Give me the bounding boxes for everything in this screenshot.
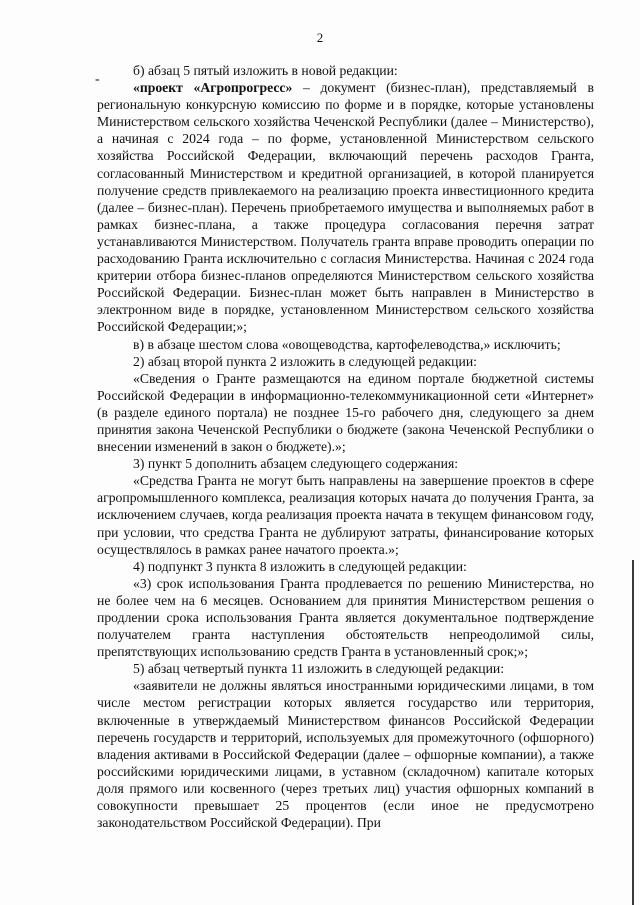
paragraph-grant-funds: «Средства Гранта не могут быть направлены на завершение проектов в сфере агропромышленного комплекса, реализация которых начата до получения Гранта, за исключением случаев, когда реализация проекта начата в текущем финансовом году, при условии, что средства Гранта не дублируют затраты, финансирование которых осуществлялось в рамках ранее начатого проекта.»;	[97, 473, 594, 557]
paragraph-amendment-5: 5) абзац четвертый пункта 11 изложить в следующей редакции:	[133, 661, 505, 677]
page-number: 2	[316, 30, 324, 45]
paragraph-amendment-2: 2) абзац второй пункта 2 изложить в следующей редакции:	[133, 353, 477, 369]
document-body	[97, 62, 594, 831]
paragraph-amendment-b: б) абзац 5 пятый изложить в новой редакции:	[133, 63, 398, 78]
paragraph-amendment-v: в) в абзаце шестом слова «овощеводства, картофелеводства,» исключить;	[133, 336, 561, 352]
definition-text: – документ (бизнес-план), представляемый в региональную конкурсную комиссию по форме и в порядке, которые установлены Министерством сельского хозяйства Чеченской Республики (далее – Министерство), а начиная с 2024 года – по форме, установленной Министерством сельского хозяйства Российской Федерации, включающий перечень расходов Гранта, согласованный Министерством и кредитной организацией, в которой планируется получение средств привлекаемого на реализацию проекта инвестиционного кредита (далее – бизнес-план). Перечень приобретаемого имущества и выполняемых работ в рамках бизнес-плана, а также процедура согласования перечня затрат устанавливаются Министерством. Получатель гранта вправе проводить операции по расходованию Гранта исключительно с согласия Министерства. Начиная с 2024 года критерии отбора бизнес-планов определяются Министерством сельского хозяйства Российской Федерации. Бизнес-план может быть направлен в Министерство в электронном виде в порядке, установленном Министерством сельского хозяйства Российской Федерации;»;	[97, 80, 594, 335]
paragraph-amendment-4: 4) подпункт 3 пункта 8 изложить в следующей редакции:	[133, 558, 467, 574]
paragraph-grant-info: «Сведения о Гранте размещаются на едином портале бюджетной системы Российской Федерации в информационно-телекоммуникационной сети «Интернет» (в разделе единого портала) не позднее 15-го рабочего дня, следующего за днем принятия закона Чеченской Республики о бюджете (закона Чеченской Республики о внесении изменений в закон о бюджете).»;	[97, 370, 594, 455]
margin-mark: -	[95, 72, 100, 87]
paragraph-definition-agroprogress	[97, 79, 594, 335]
paragraph-amendment-3: 3) пункт 5 дополнить абзацем следующего содержания:	[133, 456, 459, 472]
paragraph-applicants: «заявители не должны являться иностранными юридическими лицами, в том числе местом регистрации которых является государство или территория, включенные в утверждаемый Министерством финансов Российской Федерации перечень государств и территорий, используемых для промежуточного (офшорного) владения активами в Российской Федерации (далее – офшорные компании), а также российскими юридическими лицами, в уставном (складочном) капитале которых доля прямого или косвенного (через третьих лиц) участия офшорных компаний в совокупности превышает 25 процентов (если иное не предусмотрено законодательством Российской Федерации). При	[97, 678, 594, 831]
term-agroprogress: «проект «Агропрогресс»	[133, 80, 293, 96]
paragraph-grant-term: «3) срок использования Гранта продлевается по решению Министерства, но не более чем на 6 месяцев. Основанием для принятия Министерством решения о продлении срока использования Гранта является документальное подтверждение получателем гранта наступления обстоятельств непреодолимой силы, препятствующих использованию средств Гранта в установленный срок;»;	[97, 575, 594, 660]
scan-edge-shadow	[632, 560, 634, 905]
